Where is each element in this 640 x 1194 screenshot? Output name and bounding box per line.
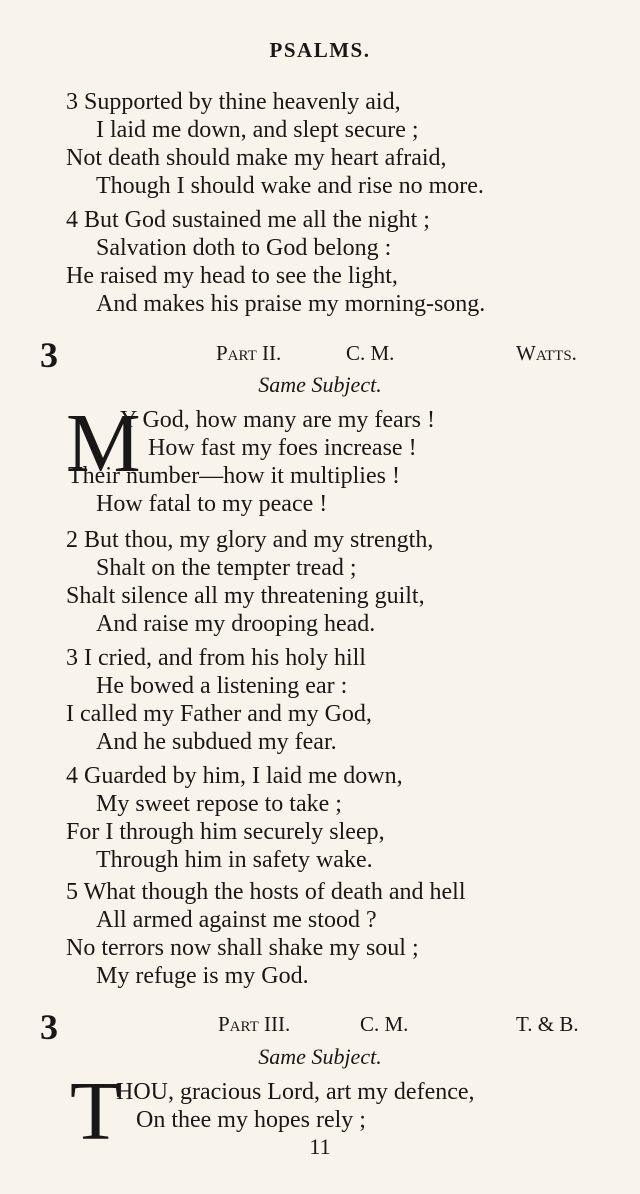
verse-line: 2 But thou, my glory and my strength, (66, 527, 434, 553)
verse-line: My refuge is my God. (96, 963, 309, 989)
verse-line: 3 Supported by thine heavenly aid, (66, 89, 401, 115)
author-label: T. & B. (516, 1012, 579, 1036)
page-number: 11 (309, 1134, 331, 1159)
verse-line: Through him in safety wake. (96, 847, 373, 873)
author-label: Watts. (516, 341, 577, 365)
verse-line: No terrors now shall shake my soul ; (66, 935, 419, 961)
verse-line: Shalt on the tempter tread ; (96, 555, 357, 581)
part-label: Part II. (216, 341, 282, 365)
hymn-number: 3 (40, 1007, 58, 1047)
running-head: PSALMS. (269, 38, 371, 62)
verse-line: For I through him securely sleep, (66, 819, 385, 845)
drop-cap: M (66, 397, 141, 490)
meter-label: C. M. (346, 341, 395, 365)
verse-line: 4 Guarded by him, I laid me down, (66, 763, 403, 789)
verse-line: Not death should make my heart afraid, (66, 145, 447, 171)
verse-line: He bowed a listening ear : (96, 673, 348, 699)
verse-line: How fatal to my peace ! (96, 491, 328, 517)
subject-heading: Same Subject. (258, 1044, 382, 1069)
verse-line: I called my Father and my God, (66, 701, 372, 727)
verse-line: And makes his praise my morning-song. (96, 291, 486, 317)
verse-line: I laid me down, and slept secure ; (96, 117, 419, 143)
verse-line: 4 But God sustained me all the night ; (66, 207, 430, 233)
verse-line: Y God, how many are my fears ! (120, 407, 436, 433)
verse-line: On thee my hopes rely ; (136, 1107, 366, 1133)
verse-line: 5 What though the hosts of death and hell (66, 879, 466, 905)
verse-line: How fast my foes increase ! (148, 435, 417, 461)
verse-line: Shalt silence all my threatening guilt, (66, 583, 425, 609)
subject-heading: Same Subject. (258, 372, 382, 397)
verse-line: Their number—how it multiplies ! (68, 463, 400, 489)
verse-line: My sweet repose to take ; (96, 791, 342, 817)
meter-label: C. M. (360, 1012, 409, 1036)
verse-line: 3 I cried, and from his holy hill (66, 645, 366, 671)
verse-line: Salvation doth to God belong : (96, 235, 392, 261)
drop-cap: T (70, 1065, 122, 1158)
verse-line: Though I should wake and rise no more. (96, 173, 484, 199)
verse-line: He raised my head to see the light, (66, 263, 398, 289)
part-label: Part III. (218, 1012, 291, 1036)
verse-line: All armed against me stood ? (96, 907, 377, 933)
verse-line: HOU, gracious Lord, art my defence, (116, 1079, 475, 1105)
hymn-number: 3 (40, 335, 58, 375)
verse-line: And raise my drooping head. (96, 611, 376, 637)
verse-line: And he subdued my fear. (96, 729, 337, 755)
